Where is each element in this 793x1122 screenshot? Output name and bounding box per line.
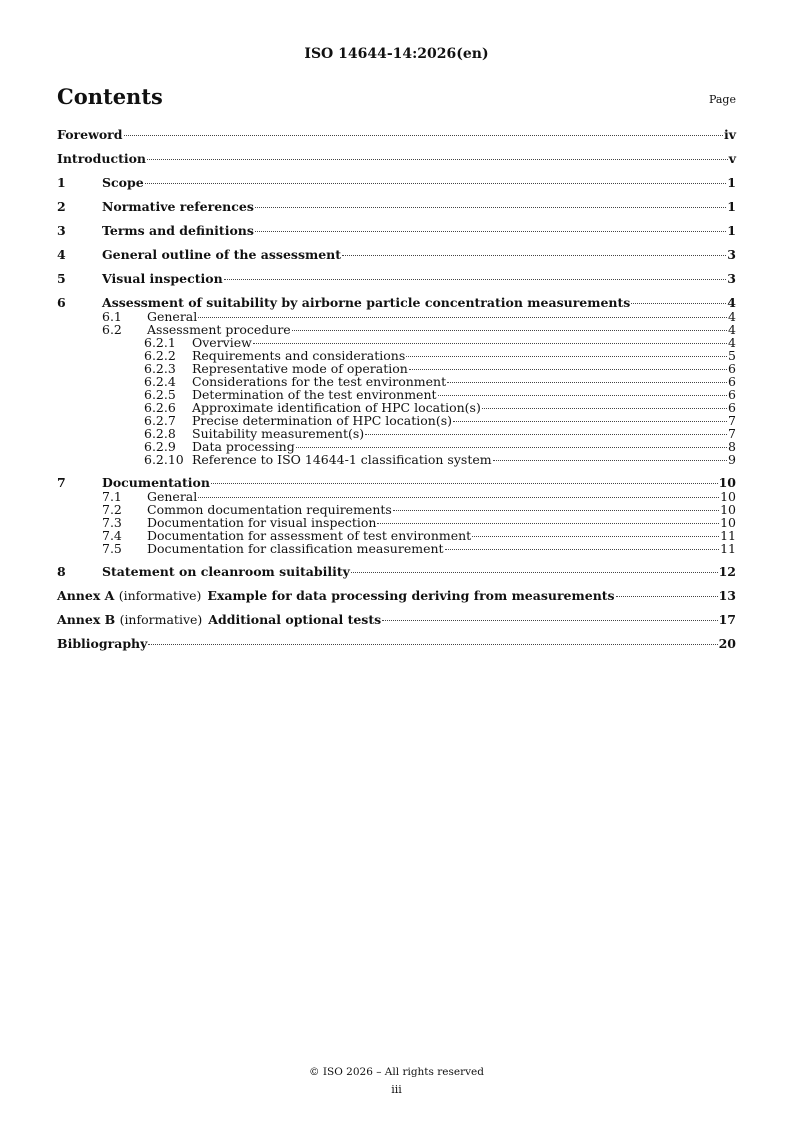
toc-page: 20 xyxy=(718,636,736,651)
toc-label: Documentation for visual inspection xyxy=(147,515,377,530)
dot-leader xyxy=(255,231,726,232)
toc-page: 7 xyxy=(728,413,736,428)
copyright-notice: © ISO 2026 – All rights reserved xyxy=(309,1066,484,1078)
dot-leader xyxy=(438,395,728,396)
toc-page: 13 xyxy=(718,588,736,603)
toc-label: Representative mode of operation xyxy=(192,361,408,376)
dot-leader xyxy=(365,434,727,435)
toc-label: Approximate identification of HPC location(s) xyxy=(192,400,481,415)
toc-label: Terms and definitions xyxy=(102,223,254,238)
toc-entry-foreword[interactable] xyxy=(57,128,736,142)
toc-number: 6.2.7 xyxy=(144,413,176,428)
toc-page: 12 xyxy=(718,564,736,579)
dot-leader xyxy=(292,330,727,331)
toc-label: Introduction xyxy=(57,151,147,166)
toc-number: 6.2.9 xyxy=(144,439,176,454)
dot-leader xyxy=(631,303,726,304)
toc-label: General outline of the assessment xyxy=(102,247,342,262)
toc-page: iv xyxy=(723,127,736,142)
toc-label: Documentation xyxy=(102,475,210,490)
annex-title: Example for data processing deriving from measurements xyxy=(207,588,615,603)
toc-number: 7 xyxy=(57,475,66,490)
toc-page: 17 xyxy=(718,612,736,627)
annex-tag: Annex B xyxy=(57,612,116,627)
toc-entry-7-5[interactable] xyxy=(57,542,736,555)
toc-number: 6.2.8 xyxy=(144,426,176,441)
toc-page: 4 xyxy=(728,322,736,337)
dot-leader xyxy=(198,317,727,318)
annex-informative: (informative) xyxy=(118,588,202,603)
dot-leader xyxy=(382,620,717,621)
toc-page: 1 xyxy=(727,175,736,190)
toc-number: 6.2.4 xyxy=(144,374,176,389)
toc-entry-8[interactable] xyxy=(57,565,736,579)
dot-leader xyxy=(493,460,727,461)
toc-page: 4 xyxy=(728,335,736,350)
dot-leader xyxy=(406,356,727,357)
page-column-label: Page xyxy=(708,93,736,106)
toc-label: Suitability measurement(s) xyxy=(192,426,365,441)
toc-label: General xyxy=(147,489,198,504)
toc-entry-3[interactable] xyxy=(57,224,736,238)
toc-number: 6.2.5 xyxy=(144,387,176,402)
dot-leader xyxy=(147,159,728,160)
toc-number: 6.2 xyxy=(102,322,122,337)
toc-page: 6 xyxy=(728,387,736,402)
toc-number: 6.2.1 xyxy=(144,335,176,350)
dot-leader xyxy=(447,382,727,383)
dot-leader xyxy=(224,279,727,280)
dot-leader xyxy=(211,483,718,484)
toc-entry-introduction[interactable] xyxy=(57,152,736,166)
toc-label: Foreword xyxy=(57,127,123,142)
toc-label: Overview xyxy=(192,335,252,350)
toc-label: General xyxy=(147,309,198,324)
toc-page: 11 xyxy=(720,541,736,556)
toc-number: 6 xyxy=(57,295,66,310)
toc-number: 6.2.3 xyxy=(144,361,176,376)
toc-page: 1 xyxy=(727,199,736,214)
toc-label: Bibliography xyxy=(57,636,148,651)
toc-page: 1 xyxy=(727,223,736,238)
toc-entry-6-2-10[interactable] xyxy=(57,453,736,466)
toc-page: 10 xyxy=(720,502,736,517)
toc-label: Data processing xyxy=(192,439,295,454)
toc-number: 8 xyxy=(57,564,66,579)
annex-tag: Annex A xyxy=(57,588,115,603)
dot-leader xyxy=(409,369,727,370)
toc-label: Considerations for the test environment xyxy=(192,374,447,389)
toc-entry-annex-a[interactable] xyxy=(57,589,736,603)
page-title: Contents xyxy=(57,84,163,109)
toc-number: 5 xyxy=(57,271,66,286)
dot-leader xyxy=(145,183,727,184)
toc-number: 4 xyxy=(57,247,66,262)
table-of-contents xyxy=(57,128,736,651)
toc-page: 9 xyxy=(728,452,736,467)
toc-number: 7.2 xyxy=(102,502,122,517)
dot-leader xyxy=(393,510,719,511)
toc-label: Reference to ISO 14644-1 classification system xyxy=(192,452,492,467)
toc-number: 2 xyxy=(57,199,66,214)
toc-label: Statement on cleanroom suitability xyxy=(102,564,350,579)
toc-label: Scope xyxy=(102,175,144,190)
annex-label xyxy=(57,613,381,627)
toc-label: Precise determination of HPC location(s) xyxy=(192,413,453,428)
toc-page: 6 xyxy=(728,400,736,415)
toc-number: 6.1 xyxy=(102,309,122,324)
dot-leader xyxy=(445,549,720,550)
toc-page: 7 xyxy=(728,426,736,441)
toc-entry-2[interactable] xyxy=(57,200,736,214)
toc-number: 3 xyxy=(57,223,66,238)
toc-page: 3 xyxy=(727,247,736,262)
toc-number: 6.2.10 xyxy=(144,452,184,467)
dot-leader xyxy=(472,536,719,537)
dot-leader xyxy=(482,408,727,409)
annex-informative: (informative) xyxy=(119,612,203,627)
toc-page: 5 xyxy=(728,348,736,363)
toc-number: 6.2.6 xyxy=(144,400,176,415)
toc-page: 10 xyxy=(718,475,736,490)
toc-page: 10 xyxy=(720,489,736,504)
toc-number: 7.1 xyxy=(102,489,122,504)
dot-leader xyxy=(453,421,727,422)
toc-page: 3 xyxy=(727,271,736,286)
toc-page: 4 xyxy=(728,309,736,324)
annex-label xyxy=(57,589,615,603)
dot-leader xyxy=(377,523,719,524)
toc-entry-7[interactable] xyxy=(57,476,736,490)
toc-number: 7.4 xyxy=(102,528,122,543)
toc-label: Normative references xyxy=(102,199,254,214)
toc-label: Documentation for assessment of test environment xyxy=(147,528,472,543)
document-header: ISO 14644-14:2026(en) xyxy=(304,46,489,62)
toc-page: v xyxy=(728,151,736,166)
dot-leader xyxy=(148,644,717,645)
dot-leader xyxy=(255,207,726,208)
toc-entry-bibliography[interactable] xyxy=(57,637,736,651)
dot-leader xyxy=(616,596,718,597)
toc-entry-1[interactable] xyxy=(57,176,736,190)
toc-entry-4[interactable] xyxy=(57,248,736,262)
toc-entry-5[interactable] xyxy=(57,272,736,286)
toc-label: Assessment procedure xyxy=(147,322,291,337)
toc-entry-annex-b[interactable] xyxy=(57,613,736,627)
toc-page: 6 xyxy=(728,374,736,389)
toc-label: Requirements and considerations xyxy=(192,348,406,363)
toc-page: 8 xyxy=(728,439,736,454)
toc-page: 4 xyxy=(727,295,736,310)
toc-number: 7.5 xyxy=(102,541,122,556)
toc-number: 7.3 xyxy=(102,515,122,530)
toc-entry-6[interactable] xyxy=(57,296,736,310)
page-number: iii xyxy=(391,1083,402,1096)
dot-leader xyxy=(296,447,727,448)
toc-label: Assessment of suitability by airborne particle concentration measurements xyxy=(102,295,631,310)
dot-leader xyxy=(124,135,723,136)
dot-leader xyxy=(351,572,718,573)
annex-title: Additional optional tests xyxy=(208,612,382,627)
toc-label: Documentation for classification measurement xyxy=(147,541,444,556)
toc-label: Visual inspection xyxy=(102,271,223,286)
toc-page: 6 xyxy=(728,361,736,376)
dot-leader xyxy=(198,497,719,498)
toc-number: 1 xyxy=(57,175,66,190)
toc-page: 11 xyxy=(720,528,736,543)
toc-number: 6.2.2 xyxy=(144,348,176,363)
toc-label: Determination of the test environment xyxy=(192,387,437,402)
toc-page: 10 xyxy=(720,515,736,530)
dot-leader xyxy=(342,255,726,256)
toc-label: Common documentation requirements xyxy=(147,502,392,517)
dot-leader xyxy=(253,343,727,344)
